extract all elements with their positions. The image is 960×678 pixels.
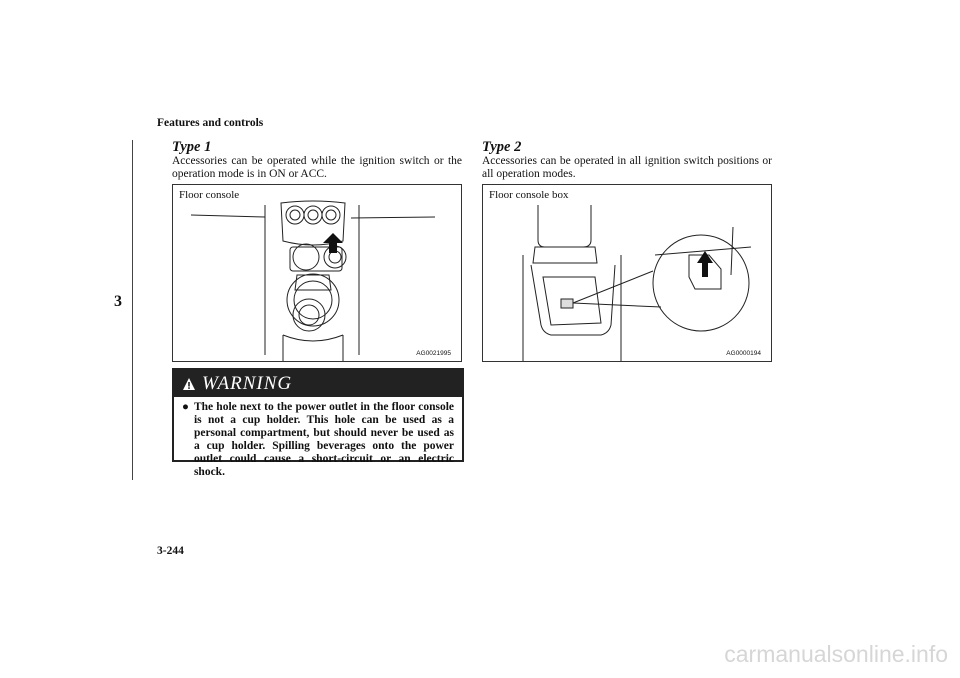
section-number: 3 bbox=[114, 293, 122, 310]
warning-title: WARNING bbox=[202, 372, 293, 394]
figure-code: AG0000194 bbox=[726, 350, 761, 357]
warning-header bbox=[174, 370, 462, 397]
type2-text: Accessories can be operated in all ignition switch positions or all operation modes. bbox=[482, 155, 772, 180]
type1-heading: Type 1 bbox=[172, 139, 212, 155]
figure-caption: Floor console bbox=[179, 189, 240, 201]
floor-console-illustration bbox=[173, 185, 461, 361]
warning-box bbox=[172, 368, 464, 478]
warning-bullet: ● bbox=[182, 401, 189, 413]
floor-console-box-figure bbox=[482, 184, 772, 362]
warning-triangle-icon bbox=[182, 377, 196, 391]
section-divider bbox=[132, 140, 133, 480]
floor-console-box-illustration bbox=[483, 185, 771, 361]
type1-text: Accessories can be operated while the ignition switch or the operation mode is in ON or ACC. bbox=[172, 155, 462, 180]
warning-content bbox=[174, 397, 462, 482]
figure-caption: Floor console box bbox=[489, 189, 569, 201]
warning-text: The hole next to the power outlet in the floor console is not a cup holder. This hole can be used as a personal compartment, but should never be used as a cup holder. Spilling beverages onto the power outlet could cause a short-circuit or an electric shock. bbox=[193, 401, 454, 478]
page-header: Features and controls bbox=[157, 117, 264, 129]
type2-heading: Type 2 bbox=[482, 139, 522, 155]
figure-code: AG0021995 bbox=[416, 350, 451, 357]
page-number: 3-244 bbox=[157, 545, 184, 557]
floor-console-figure bbox=[172, 184, 462, 362]
watermark: carmanualsonline.info bbox=[724, 641, 948, 667]
